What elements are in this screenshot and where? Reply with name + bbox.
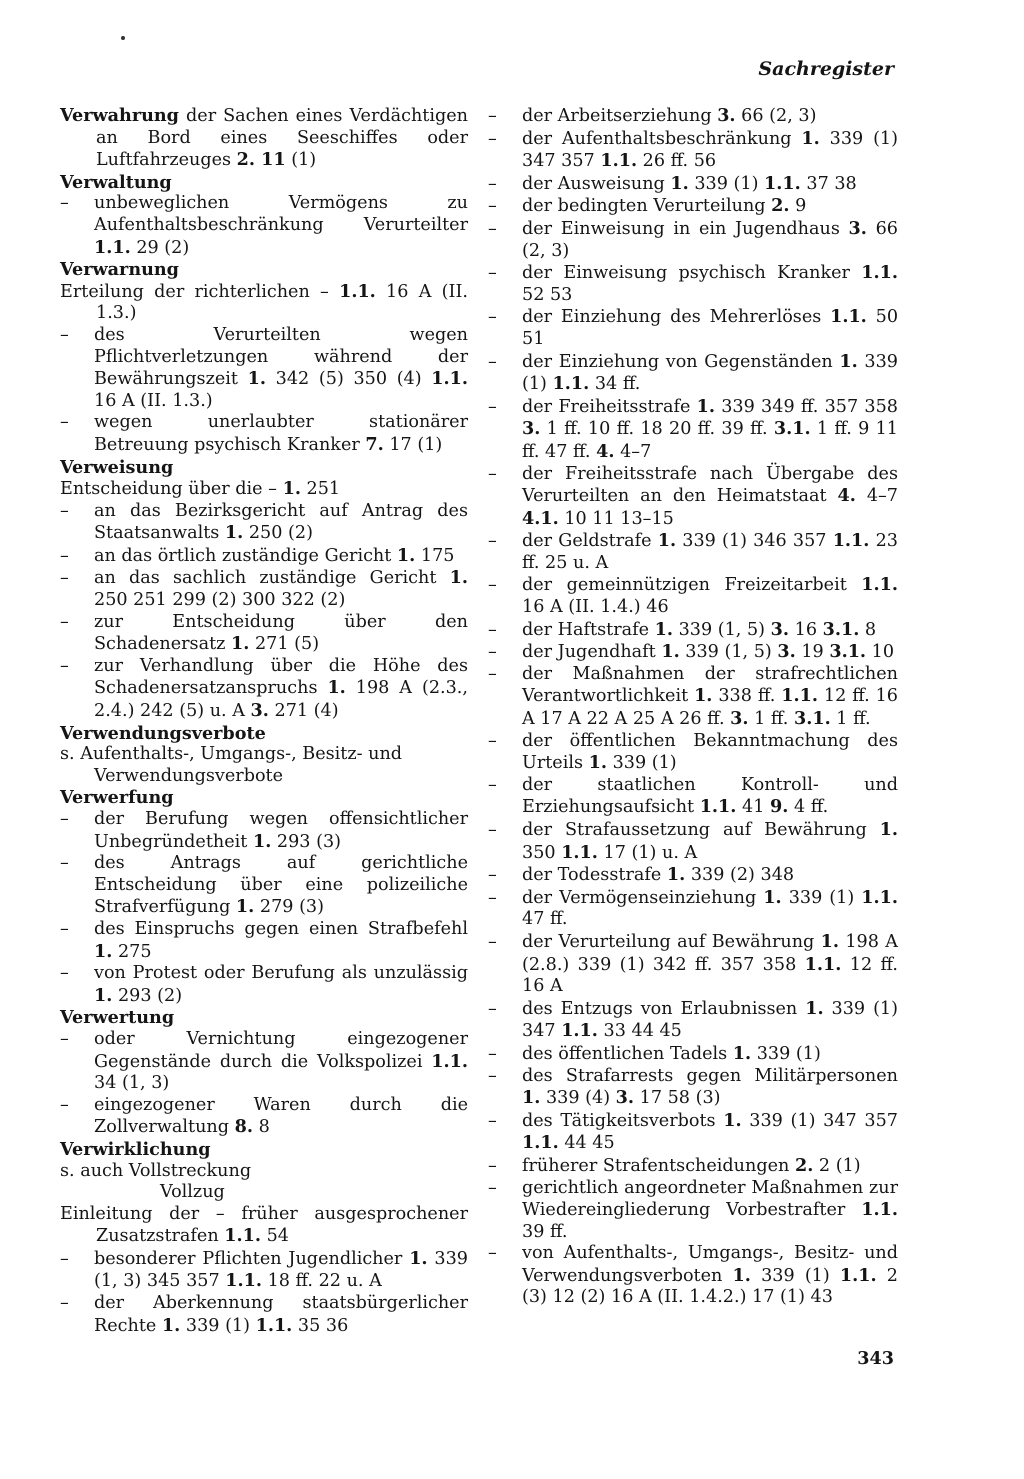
index-entry: – gerichtlich angeordneter Maßnahmen zur Wiedereingliederung Vorbestrafter 1.1. 39 ff. (488, 1178, 898, 1244)
speck-mark (121, 36, 125, 40)
index-entry: – der gemeinnützigen Freizeitarbeit 1.1. 16 A (II. 1.4.) 46 (488, 574, 898, 618)
index-entry: – des Strafarrests gegen Militärpersonen 1. 339 (4) 3. 17 58 (3) (488, 1066, 898, 1110)
index-entry: Vollzug (160, 1182, 225, 1203)
index-entry: – des Verurteilten wegen Pflichtverletzungen während der Bewährungszeit 1. 342 (5) 350 (4) 1.1. 16 A (II. 1.3.) (60, 325, 468, 412)
index-entry: – der Strafaussetzung auf Bewährung 1. 350 1.1. 17 (1) u. A (488, 819, 898, 864)
page-number: 343 (857, 1348, 894, 1369)
index-entry: – der Aufenthaltsbeschränkung 1. 339 (1) 347 357 1.1. 26 ff. 56 (488, 128, 898, 173)
index-entry: – der Einziehung des Mehrerlöses 1.1. 50 51 (488, 306, 898, 350)
index-entry: – von Protest oder Berufung als unzulässig 1. 293 (2) (60, 963, 468, 1007)
index-entry: – zur Entscheidung über den Schadenersatz 1. 271 (5) (60, 612, 468, 656)
index-entry: – an das sachlich zuständige Gericht 1. 250 251 299 (2) 300 322 (2) (60, 567, 468, 611)
index-entry: – der Geldstrafe 1. 339 (1) 346 357 1.1. 23 ff. 25 u. A (488, 530, 898, 574)
index-entry: – der Maßnahmen der strafrechtlichen Verantwortlichkeit 1. 338 ff. 1.1. 12 ff. 16 A 17 A 22 A 25 A 26 ff. 3. 1 ff. 3.1. 1 ff. (488, 664, 898, 731)
index-heading: Verwerfung (60, 787, 174, 809)
index-heading: Verwendungsverbote (60, 722, 266, 744)
index-entry: – der Vermögenseinziehung 1. 339 (1) 1.1. 47 ff. (488, 887, 898, 931)
index-heading: Verwarnung (60, 259, 179, 281)
index-entry: – an das örtlich zuständige Gericht 1. 175 (60, 545, 468, 568)
index-entry: – besonderer Pflichten Jugendlicher 1. 339 (1, 3) 345 357 1.1. 18 ff. 22 u. A (60, 1248, 468, 1293)
index-entry: – der Haftstrafe 1. 339 (1, 5) 3. 16 3.1. 8 (488, 619, 898, 642)
index-entry: – der Freiheitsstrafe nach Übergabe des Verurteilten an den Heimatstaat 4. 4–7 4.1. 10 11 13–15 (488, 464, 898, 531)
index-entry: – an das Bezirksgericht auf Antrag des Staatsanwalts 1. 250 (2) (60, 501, 468, 545)
index-entry: – des Einspruchs gegen einen Strafbefehl 1. 275 (60, 919, 468, 963)
index-heading: Verwirklichung (60, 1138, 211, 1160)
index-entry: – der bedingten Verurteilung 2. 9 (488, 195, 898, 218)
index-entry: – wegen unerlaubter stationärer Betreuung psychisch Kranker 7. 17 (1) (60, 412, 468, 456)
index-entry: – der Aberkennung staatsbürgerlicher Rechte 1. 339 (1) 1.1. 35 36 (60, 1293, 468, 1337)
index-entry: – der öffentlichen Bekanntmachung des Urteils 1. 339 (1) (488, 731, 898, 775)
index-column-right (488, 105, 898, 1309)
index-entry: – der Einweisung psychisch Kranker 1.1. 52 53 (488, 262, 898, 306)
index-entry: – des öffentlichen Tadels 1. 339 (1) (488, 1043, 898, 1066)
index-entry: – des Antrags auf gerichtliche Entscheidung über eine polizeiliche Strafverfügung 1. 279 (3) (60, 853, 468, 919)
index-entry: – der Freiheitsstrafe 1. 339 349 ff. 357 358 3. 1 ff. 10 ff. 18 20 ff. 39 ff. 3.1. 1 ff. 9 11 ff. 47 ff. 4. 4–7 (488, 396, 898, 464)
index-entry: – von Aufenthalts-, Umgangs-, Besitz- und Verwendungsverboten 1. 339 (1) 1.1. 2 (3) 12 (2) 16 A (II. 1.4.2.) 17 (1) 43 (488, 1243, 898, 1309)
index-entry: Verwahrung der Sachen eines Verdächtigen an Bord eines Seeschiffes oder Luftfahrzeuges 2. 11 (1) (60, 105, 468, 171)
page-header: Sachregister (758, 58, 894, 80)
index-entry: – unbeweglichen Vermögens zu Aufenthaltsbeschränkung Verurteilter 1.1. 29 (2) (60, 193, 468, 259)
index-entry: – früherer Strafentscheidungen 2. 2 (1) (488, 1155, 898, 1178)
index-entry: – der Ausweisung 1. 339 (1) 1.1. 37 38 (488, 173, 898, 196)
index-entry: – der Arbeitserziehung 3. 66 (2, 3) (488, 105, 898, 128)
index-heading: Verwaltung (60, 171, 172, 193)
index-entry: Einleitung der – früher ausgesprochener Zusatzstrafen 1.1. 54 (60, 1203, 468, 1247)
index-column-left (60, 105, 468, 1337)
index-entry: s. auch Vollstreckung (60, 1160, 252, 1181)
index-entry: Erteilung der richterlichen – 1.1. 16 A (II. 1.3.) (60, 280, 468, 324)
index-entry: – oder Vernichtung eingezogener Gegenstände durch die Volkspolizei 1.1. 34 (1, 3) (60, 1029, 468, 1095)
index-heading: Verwertung (60, 1007, 175, 1029)
index-entry: s. Aufenthalts-, Umgangs-, Besitz- und Verwendungsverbote (60, 744, 403, 786)
index-heading: Verweisung (60, 456, 174, 478)
index-entry: – der Verurteilung auf Bewährung 1. 198 A (2.8.) 339 (1) 342 ff. 357 358 1.1. 12 ff. 16 A (488, 931, 898, 998)
index-entry: – der Einweisung in ein Jugendhaus 3. 66 (2, 3) (488, 218, 898, 262)
index-entry: – zur Verhandlung über die Höhe des Schadenersatzanspruchs 1. 198 A (2.3., 2.4.) 242 (5) u. A 3. 271 (4) (60, 656, 468, 723)
index-entry: – der Todesstrafe 1. 339 (2) 348 (488, 864, 898, 887)
index-entry: – der Berufung wegen offensichtlicher Unbegründetheit 1. 293 (3) (60, 809, 468, 853)
index-entry: – des Entzugs von Erlaubnissen 1. 339 (1) 347 1.1. 33 44 45 (488, 998, 898, 1043)
index-entry: Entscheidung über die – 1. 251 (60, 478, 341, 500)
index-entry: – der Jugendhaft 1. 339 (1, 5) 3. 19 3.1. 10 (488, 641, 898, 664)
index-entry: – der staatlichen Kontroll- und Erziehungsaufsicht 1.1. 41 9. 4 ff. (488, 775, 898, 819)
index-entry: – der Einziehung von Gegenständen 1. 339 (1) 1.1. 34 ff. (488, 351, 898, 396)
index-entry: – des Tätigkeitsverbots 1. 339 (1) 347 357 1.1. 44 45 (488, 1110, 898, 1155)
index-entry: – eingezogener Waren durch die Zollverwaltung 8. 8 (60, 1095, 468, 1139)
